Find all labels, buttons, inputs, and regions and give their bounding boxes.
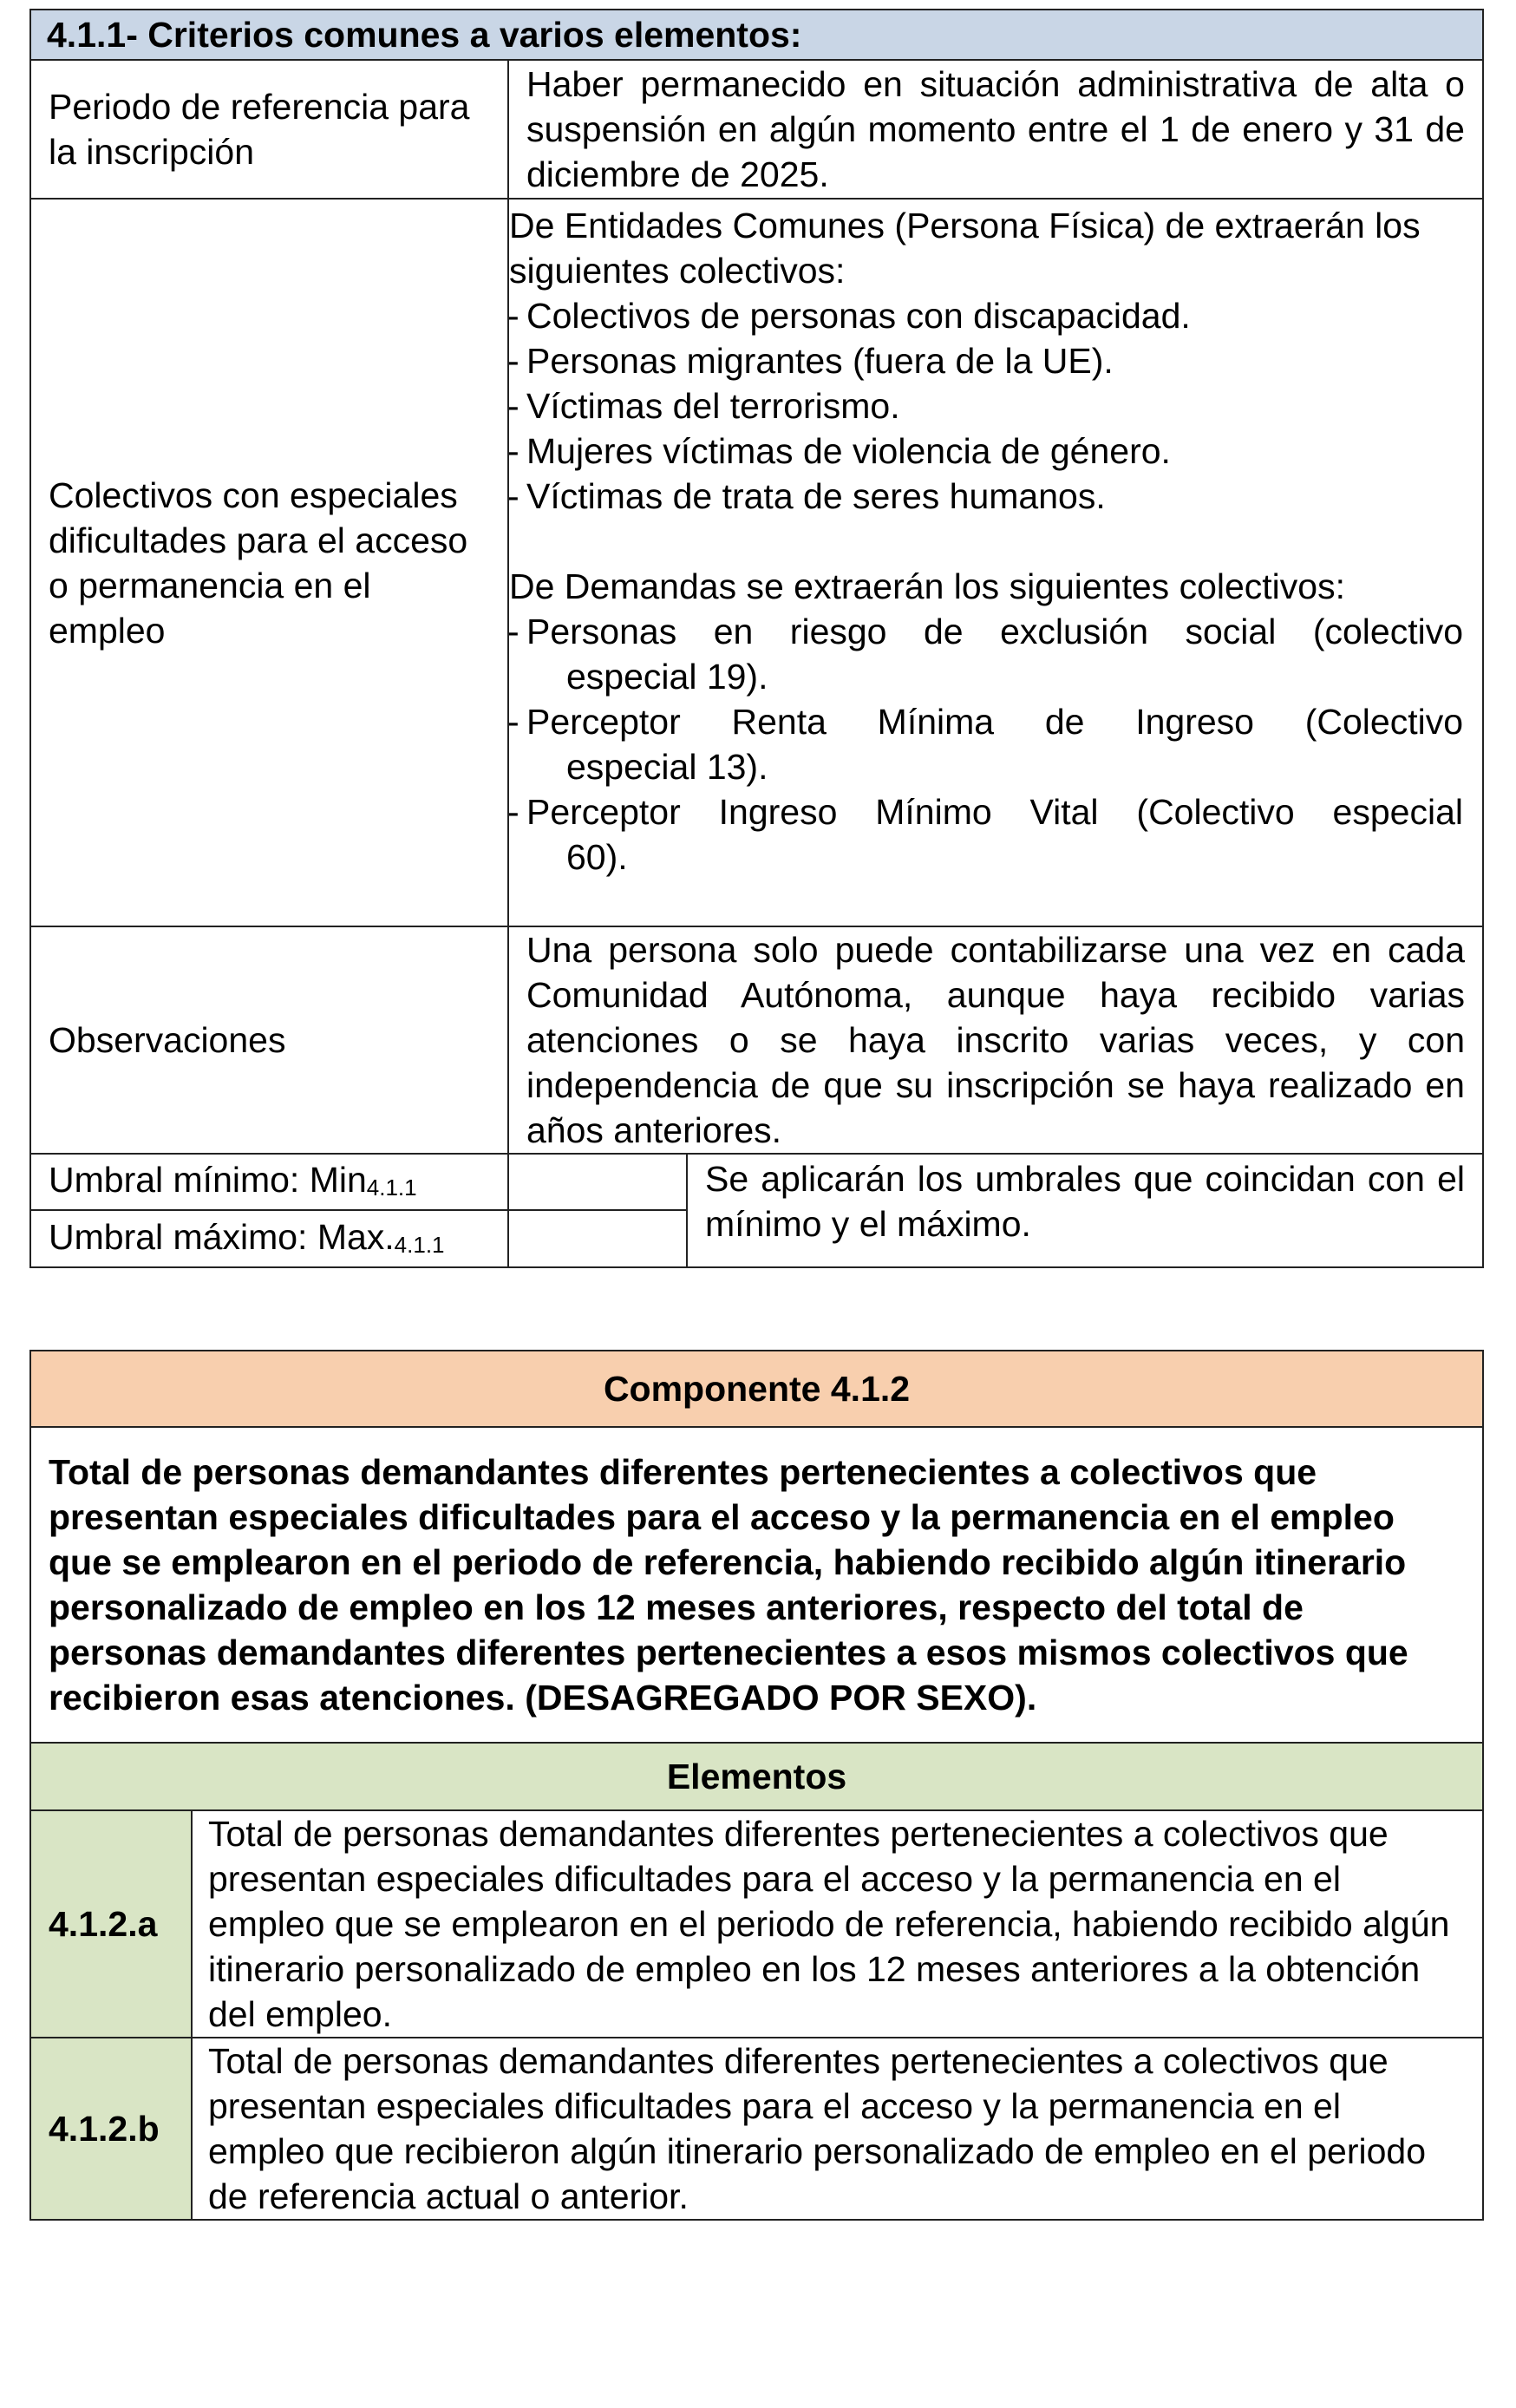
list-item-text: Perceptor Renta Mínima de Ingreso (Colectivo [526, 702, 1463, 742]
umbral-max-label [30, 1210, 508, 1267]
list-item-text: Personas en riesgo de exclusión social (colectivo [526, 612, 1463, 651]
list-item: - Perceptor Ingreso Mínimo Vital (Colectivo especial [509, 789, 1463, 834]
section-number: 4.1.1 [47, 15, 127, 55]
list-item-text-cont: 60). [566, 837, 628, 877]
section-title [30, 10, 1483, 60]
list-item-text-cont: especial 19). [566, 657, 768, 697]
umbral-max-text: Umbral máximo: Max. [49, 1216, 395, 1257]
list-item-text: Víctimas de trata de seres humanos. [526, 476, 1106, 516]
colectivos-intro-2: De Demandas se extraerán los siguientes colectivos: [509, 566, 1345, 606]
list-item: - Personas migrantes (fuera de la UE). [507, 341, 1114, 381]
umbral-min-text: Umbral mínimo: Min [49, 1160, 367, 1200]
colectivos-intro-1: De Entidades Comunes (Persona Física) de extraerán los siguientes colectivos: [509, 206, 1421, 291]
periodo-label: Periodo de referencia para la inscripción [30, 60, 508, 199]
list-item: - Colectivos de personas con discapacidad. [507, 296, 1191, 336]
umbral-min-sub: 4.1.1 [366, 1175, 417, 1201]
elements-header: Elementos [30, 1743, 1483, 1810]
umbral-max-value [508, 1210, 687, 1267]
section-title-text: - Criterios comunes a varios elementos: [126, 15, 802, 55]
umbral-max-sub: 4.1.1 [394, 1231, 445, 1258]
component-title: Componente 4.1.2 [30, 1351, 1483, 1427]
element-code: 4.1.2.a [30, 1810, 192, 2038]
colectivos-label: Colectivos con especiales dificultades para el acceso o permanencia en el empleo [30, 199, 508, 926]
list-item-text: Personas migrantes (fuera de la UE). [526, 341, 1114, 381]
list-item-text: Perceptor Ingreso Mínimo Vital (Colectivo especial [526, 792, 1463, 832]
umbral-min-value [508, 1154, 687, 1210]
umbral-min-label [30, 1154, 508, 1210]
umbral-text: Se aplicarán los umbrales que coincidan con el mínimo y el máximo. [687, 1154, 1483, 1267]
list-item-text: Colectivos de personas con discapacidad. [526, 296, 1191, 336]
criteria-table [29, 9, 1484, 1268]
list-item-text-cont: especial 13). [566, 747, 768, 787]
observaciones-text: Una persona solo puede contabilizarse una vez en cada Comunidad Autónoma, aunque haya recibido varias atenciones o se haya inscrito varias veces, y con independencia de que su inscripción se haya realizado en años anteriores. [508, 926, 1483, 1154]
list-item-text: Mujeres víctimas de violencia de género. [526, 431, 1171, 471]
colectivos-content [508, 199, 1483, 926]
list-item: - Víctimas del terrorismo. [507, 386, 900, 426]
element-text: Total de personas demandantes diferentes pertenecientes a colectivos que presentan especiales dificultades para el acceso y la permanencia en el empleo que recibieron algún itinerario personalizado de empleo en el periodo de referencia actual o anterior. [192, 2038, 1483, 2220]
periodo-text: Haber permanecido en situación administrativa de alta o suspensión en algún momento entre el 1 de enero y 31 de diciembre de 2025. [508, 60, 1483, 199]
list-item-text: Víctimas del terrorismo. [526, 386, 900, 426]
list-item: - Víctimas de trata de seres humanos. [507, 476, 1106, 516]
list-item: - Perceptor Renta Mínima de Ingreso (Colectivo [509, 699, 1463, 744]
element-code: 4.1.2.b [30, 2038, 192, 2220]
component-description: Total de personas demandantes diferentes pertenecientes a colectivos que presentan especiales dificultades para el acceso y la permanencia en el empleo que se emplearon en el periodo de referencia, habiendo recibido algún itinerario personalizado de empleo en los 12 meses anteriores, respecto del total de personas demandantes diferentes pertenecientes a esos mismos colectivos que recibieron esas atenciones. (DESAGREGADO POR SEXO). [30, 1427, 1483, 1743]
list-item: - Personas en riesgo de exclusión social (colectivo [509, 609, 1463, 654]
element-text: Total de personas demandantes diferentes pertenecientes a colectivos que presentan especiales dificultades para el acceso y la permanencia en el empleo que se emplearon en el periodo de referencia, habiendo recibido algún itinerario personalizado de empleo en los 12 meses anteriores a la obtención del empleo. [192, 1810, 1483, 2038]
component-table [29, 1350, 1484, 2221]
list-item: - Mujeres víctimas de violencia de género. [507, 431, 1171, 471]
observaciones-label: Observaciones [30, 926, 508, 1154]
